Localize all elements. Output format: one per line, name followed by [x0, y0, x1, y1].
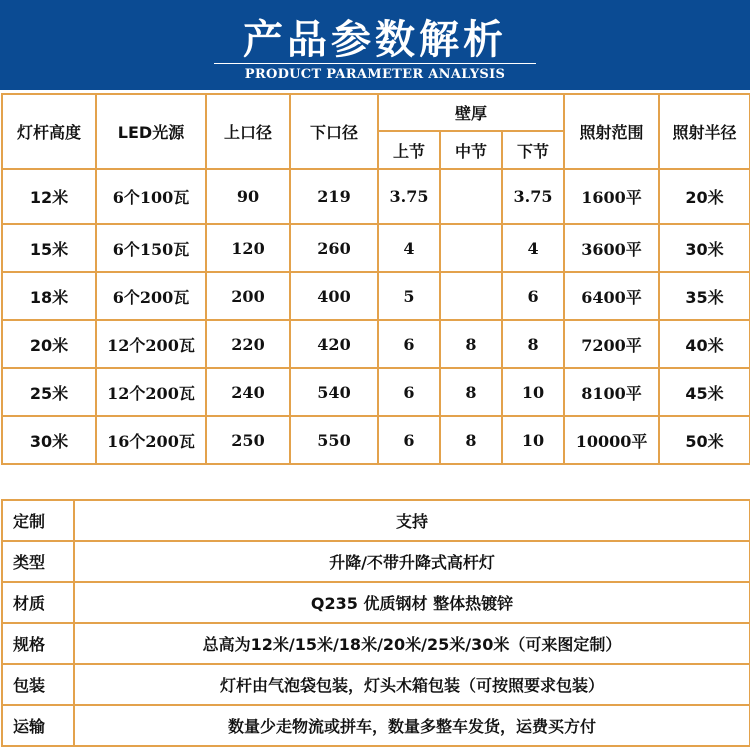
cell-bottom-diameter: 219 [290, 169, 378, 224]
cell-coverage: 3600平 [564, 224, 659, 272]
page-subtitle: PRODUCT PARAMETER ANALYSIS [244, 67, 506, 82]
cell-wall-lower: 10 [502, 416, 564, 464]
spec-row [2, 623, 750, 664]
cell-led: 6个200瓦 [96, 272, 206, 320]
spec-value-packaging: 灯杆由气泡袋包装，灯头木箱包装（可按照要求包装） [74, 664, 750, 705]
cell-wall-lower: 10 [502, 368, 564, 416]
table-row [2, 416, 750, 464]
header-wall-thickness: 壁厚 [378, 94, 564, 131]
cell-top-diameter: 220 [206, 320, 290, 368]
header-coverage: 照射范围 [564, 94, 659, 169]
spec-label-packaging: 包装 [2, 664, 74, 705]
cell-wall-upper: 4 [378, 224, 440, 272]
cell-radius: 50米 [659, 416, 750, 464]
spec-value-type: 升降/不带升降式高杆灯 [74, 541, 750, 582]
cell-coverage: 1600平 [564, 169, 659, 224]
cell-bottom-diameter: 550 [290, 416, 378, 464]
cell-wall-lower: 8 [502, 320, 564, 368]
cell-wall-middle: 8 [440, 368, 502, 416]
cell-height: 30米 [2, 416, 96, 464]
cell-led: 12个200瓦 [96, 320, 206, 368]
cell-coverage: 8100平 [564, 368, 659, 416]
cell-coverage: 6400平 [564, 272, 659, 320]
title-divider [214, 63, 536, 64]
cell-wall-middle: 8 [440, 416, 502, 464]
spec-row [2, 541, 750, 582]
cell-bottom-diameter: 260 [290, 224, 378, 272]
table-row [2, 224, 750, 272]
header-bottom-diameter: 下口径 [290, 94, 378, 169]
cell-led: 12个200瓦 [96, 368, 206, 416]
cell-wall-lower: 4 [502, 224, 564, 272]
spec-value-custom: 支持 [74, 500, 750, 541]
cell-led: 16个200瓦 [96, 416, 206, 464]
parameter-table [1, 93, 750, 465]
table-row [2, 320, 750, 368]
table-row [2, 272, 750, 320]
cell-bottom-diameter: 400 [290, 272, 378, 320]
cell-radius: 35米 [659, 272, 750, 320]
spec-value-shipping: 数量少走物流或拼车，数量多整车发货，运费买方付 [74, 705, 750, 746]
spec-label-material: 材质 [2, 582, 74, 623]
spec-row [2, 500, 750, 541]
cell-coverage: 7200平 [564, 320, 659, 368]
cell-top-diameter: 200 [206, 272, 290, 320]
header-wall-middle: 中节 [440, 131, 502, 169]
cell-radius: 45米 [659, 368, 750, 416]
cell-wall-upper: 5 [378, 272, 440, 320]
cell-top-diameter: 250 [206, 416, 290, 464]
cell-height: 15米 [2, 224, 96, 272]
spec-label-type: 类型 [2, 541, 74, 582]
cell-top-diameter: 90 [206, 169, 290, 224]
spec-label-custom: 定制 [2, 500, 74, 541]
cell-led: 6个100瓦 [96, 169, 206, 224]
cell-height: 25米 [2, 368, 96, 416]
spec-row [2, 664, 750, 705]
cell-bottom-diameter: 420 [290, 320, 378, 368]
cell-radius: 20米 [659, 169, 750, 224]
cell-height: 20米 [2, 320, 96, 368]
cell-wall-upper: 6 [378, 320, 440, 368]
header-banner [0, 0, 750, 90]
cell-height: 12米 [2, 169, 96, 224]
cell-wall-upper: 6 [378, 416, 440, 464]
header-wall-upper: 上节 [378, 131, 440, 169]
header-height: 灯杆高度 [2, 94, 96, 169]
cell-wall-middle [440, 169, 502, 224]
cell-top-diameter: 120 [206, 224, 290, 272]
header-led: LED光源 [96, 94, 206, 169]
cell-radius: 30米 [659, 224, 750, 272]
cell-radius: 40米 [659, 320, 750, 368]
spec-label-size: 规格 [2, 623, 74, 664]
spec-row [2, 582, 750, 623]
cell-wall-middle [440, 224, 502, 272]
cell-wall-upper: 6 [378, 368, 440, 416]
cell-wall-upper: 3.75 [378, 169, 440, 224]
spec-value-size: 总高为12米/15米/18米/20米/25米/30米（可来图定制） [74, 623, 750, 664]
spec-table [1, 499, 750, 747]
table-row [2, 368, 750, 416]
header-radius: 照射半径 [659, 94, 750, 169]
spec-label-shipping: 运输 [2, 705, 74, 746]
cell-coverage: 10000平 [564, 416, 659, 464]
cell-led: 6个150瓦 [96, 224, 206, 272]
cell-top-diameter: 240 [206, 368, 290, 416]
header-top-diameter: 上口径 [206, 94, 290, 169]
cell-wall-middle [440, 272, 502, 320]
spec-row [2, 705, 750, 746]
table-row [2, 169, 750, 224]
header-wall-lower: 下节 [502, 131, 564, 169]
cell-wall-lower: 6 [502, 272, 564, 320]
cell-bottom-diameter: 540 [290, 368, 378, 416]
cell-wall-lower: 3.75 [502, 169, 564, 224]
cell-wall-middle: 8 [440, 320, 502, 368]
cell-height: 18米 [2, 272, 96, 320]
page-title: 产品参数解析 [243, 17, 507, 63]
spec-value-material: Q235 优质钢材 整体热镀锌 [74, 582, 750, 623]
